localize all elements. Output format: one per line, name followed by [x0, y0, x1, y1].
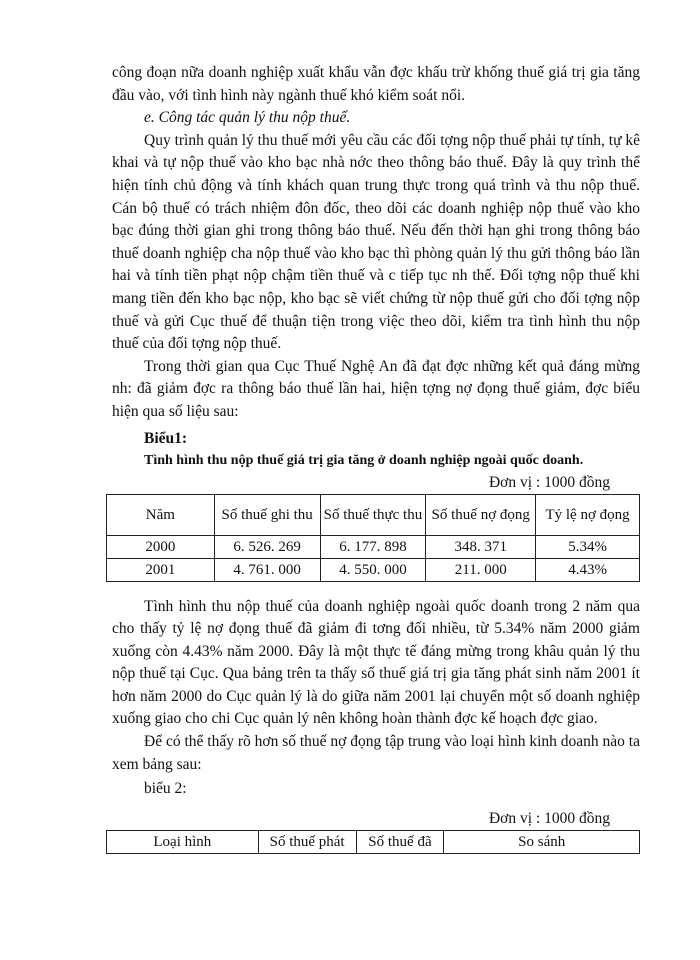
table1-header-cell: Số thuế ghi thu — [214, 494, 320, 535]
table1-header-row — [107, 494, 640, 535]
table1-unit: Đơn vị : 1000 đồng — [488, 473, 610, 491]
table2-header-row — [107, 831, 640, 854]
table2 — [106, 830, 640, 854]
table1-header-cell: Năm — [107, 494, 215, 535]
section-heading-e: e. Công tác quản lý thu nộp thuế. — [144, 109, 351, 127]
document-page — [112, 62, 640, 854]
table1-header-cell: Tỷ lệ nợ đọng — [536, 494, 640, 535]
paragraph-analysis: Tình hình thu nộp thuế của doanh nghiệp ngoài quốc doanh trong 2 năm qua cho thấy tỷ lệ nợ đọng thuế đã giảm đi tơng đối nhiều, từ 5.34% năm 2000 giảm xuống còn 4.43% năm 2000. Đây là một thực tế đáng mừng trong khâu quản lý thu nộp thuế tại Cục. Qua bảng trên ta thấy số thuế giá trị gia tăng phát sinh năm 2001 ít hơn năm 2000 do Cục quản lý là do giữa năm 2001 lại chuyển một số doanh nghiệp xuống giao cho chi Cục quản lý nên không hoàn thành đợc kế hoạch đợc giao. — [112, 597, 640, 728]
table1 — [106, 494, 640, 582]
table-row — [107, 558, 640, 581]
paragraph-tax-process: Quy trình quản lý thu thuế mới yêu cầu các đối tợng nộp thuế phải tự tính, tự kê khai và tự nộp thuế vào kho bạc nhà nớc theo thông báo thuế. Đây là quy trình thể hiện tính chủ động và tính khách quan trung thực trong quá trình và thu nộp thuế. Cán bộ thuế có trách nhiệm đôn đốc, theo dõi các doanh nghiệp nộp thuế vào kho bạc đúng thời gian ghi trong thông báo thuế. Nếu đến thời hạn ghi trong thông báo thuế doanh nghiệp cha nộp thuế vào kho bạc thì phòng quản lý thu gửi thông báo lần hai và tính tiền phạt nộp chậm tiền thuế và c tiếp tục nh thế. Đối tợng nộp thuế khi mang tiền đến kho bạc nộp, kho bạc sẽ viết chứng từ nộp thuế gửi cho đối tợng nộp thuế và gửi Cục thuế để thuận tiện trong việc theo dõi, kiểm tra tình hình thu nộp thuế của đối tợng nộp thuế. — [112, 131, 640, 353]
table-cell: 4. 761. 000 — [214, 558, 320, 581]
table-cell: 6. 177. 898 — [320, 535, 426, 558]
table2-label: biểu 2: — [144, 780, 187, 798]
table2-header-cell: Số thuế phát — [258, 831, 356, 854]
table1-header-cell: Số thuế thực thu — [320, 494, 426, 535]
paragraph-intro: công đoạn nữa doanh nghiệp xuất khẩu vẫn đợc khấu trừ khống thuế giá trị gia tăng đầu vào, với tình hình này ngành thuế khó kiểm soát nổi. — [112, 64, 640, 104]
table-cell: 5.34% — [536, 535, 640, 558]
paragraph-next-table: Để có thể thấy rõ hơn số thuế nợ đọng tập trung vào loại hình kinh doanh nào ta xem bảng sau: — [112, 733, 640, 773]
table1-label: Biểu1: — [144, 429, 188, 447]
table2-header-cell: Loại hình — [107, 831, 259, 854]
table2-header-cell: Số thuế đã — [356, 831, 444, 854]
table-cell: 4.43% — [536, 558, 640, 581]
table-row — [107, 535, 640, 558]
table1-title: Tình hình thu nộp thuế giá trị gia tăng ở doanh nghiệp ngoài quốc doanh. — [144, 452, 584, 468]
table1-header-cell: Số thuế nợ đọng — [426, 494, 536, 535]
table-cell: 348. 371 — [426, 535, 536, 558]
table-cell: 4. 550. 000 — [320, 558, 426, 581]
table-cell: 211. 000 — [426, 558, 536, 581]
table2-header-cell: So sánh — [444, 831, 640, 854]
table-cell: 2001 — [107, 558, 215, 581]
paragraph-results: Trong thời gian qua Cục Thuế Nghệ An đã đạt đợc những kết quả đáng mừng nh: đã giảm đợc ra thông báo thuế lần hai, hiện tợng nợ đọng thuế giảm, đợc biểu hiện qua số liệu sau: — [112, 357, 640, 420]
table2-unit: Đơn vị : 1000 đồng — [488, 810, 610, 828]
table-cell: 6. 526. 269 — [214, 535, 320, 558]
table-cell: 2000 — [107, 535, 215, 558]
